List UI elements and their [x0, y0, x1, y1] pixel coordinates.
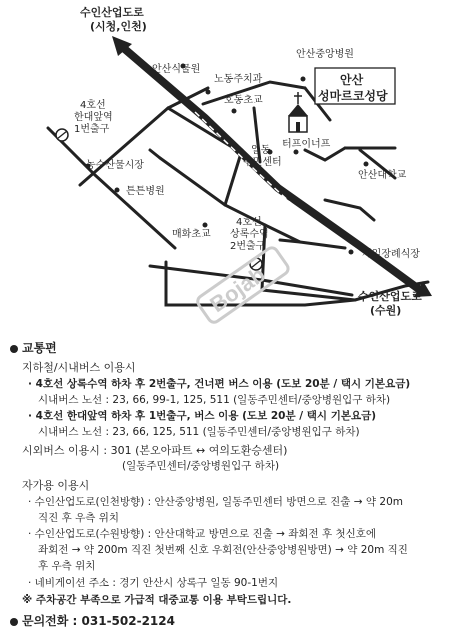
- label-iltong-2: 주민센터: [243, 157, 282, 168]
- watermark-text: Bojab: [205, 261, 270, 318]
- label-top-road: 수인산업도로: [80, 6, 144, 19]
- label-hannae-stn: 한대앞역: [74, 112, 113, 123]
- directions-panel: [0, 330, 458, 634]
- subway-title: 지하철/시내버스 이용시: [22, 361, 136, 374]
- transport-title: 교통편: [22, 341, 57, 355]
- label-maehwa-school: 매화초교: [172, 229, 211, 240]
- label-line4-sangnok: 4호선: [236, 217, 262, 228]
- route1-bus: 시내버스 노선 : 23, 66, 99-1, 125, 511 (일동주민센터/중앙병원입구 하차): [38, 394, 391, 406]
- label-sangnok-exit: 2번출구: [230, 241, 266, 252]
- bullet-icon: [10, 345, 18, 353]
- church-icon: [288, 92, 308, 132]
- label-church-2: 성마르코성당: [318, 89, 388, 103]
- navi-address: · 네비게이션 주소 : 경기 안산시 상록구 일동 90-1번지: [28, 577, 279, 589]
- express-bus: 시외버스 이용시 : 301 (본오아파트 ↔ 여의도환승센터): [22, 444, 288, 457]
- parking-note: ※ 주차공간 부족으로 가급적 대중교통 이용 부탁드립니다.: [22, 594, 292, 606]
- label-line4-hannae: 4호선: [80, 100, 106, 111]
- bullet-icon: [10, 618, 18, 626]
- phone-heading: [10, 615, 175, 627]
- watermark: [195, 245, 290, 324]
- car1-cont: 직진 후 우측 위치: [38, 512, 120, 524]
- label-teun-hospital: 튼튼병원: [126, 186, 165, 197]
- label-iltong-1: 일동: [251, 145, 271, 156]
- car2: · 수인산업도로(수원방향) : 안산대학교 방면으로 진출 → 좌회전 후 첫신호에: [28, 528, 377, 540]
- route2-bus: 시내버스 노선 : 23, 66, 125, 511 (일동주민센터/중앙병원입구 하차): [38, 426, 360, 438]
- express-note: (일동주민센터/중앙병원입구 하차): [122, 460, 280, 472]
- label-terra: 터프이너프: [282, 139, 331, 150]
- label-bottom-road: 수인산업도로: [358, 290, 422, 303]
- car1: · 수인산업도로(인천방향) : 안산중앙병원, 일동주민센터 방면으로 진출 → 약 20m: [28, 496, 403, 508]
- car-title: 자가용 이용시: [22, 479, 90, 492]
- route2: · 4호선 한대앞역 하차 후 1번출구, 버스 이용 (도보 20분 / 택시 기본요금): [28, 410, 377, 422]
- label-jeil-funeral: 제일장례식장: [362, 249, 420, 260]
- label-nongsu-market: 농수산물시장: [86, 160, 144, 171]
- label-ansan-market: 안산식물원: [152, 64, 201, 75]
- label-sangnok-stn: 상록수역: [230, 229, 269, 240]
- phone-text: 문의전화 : 031-502-2124: [22, 614, 175, 628]
- car2-cont2: 후 우측 위치: [38, 560, 96, 572]
- route1: · 4호선 상록수역 하차 후 2번출구, 건너편 버스 이용 (도보 20분 / 택시 기본요금): [28, 378, 411, 390]
- transport-heading: [10, 342, 57, 354]
- label-hannae-exit: 1번출구: [74, 124, 110, 135]
- label-ansan-hospital: 안산중앙병원: [296, 49, 354, 60]
- subway-hannae-icon: [56, 129, 68, 141]
- label-bottom-road-sub: (수원): [370, 304, 402, 317]
- car2-cont: 좌회전 → 약 200m 직진 첫번째 신호 우회전(안산중앙병원방면) → 약 20m 직진: [38, 544, 408, 556]
- label-church-1: 안산: [340, 73, 364, 87]
- label-hodong-school: 호동초교: [224, 95, 263, 106]
- label-ansan-univ: 안산대학교: [358, 170, 407, 181]
- label-nodong-clinic: 노동주치과: [214, 74, 263, 85]
- label-top-road-sub: (시청,인천): [90, 20, 147, 33]
